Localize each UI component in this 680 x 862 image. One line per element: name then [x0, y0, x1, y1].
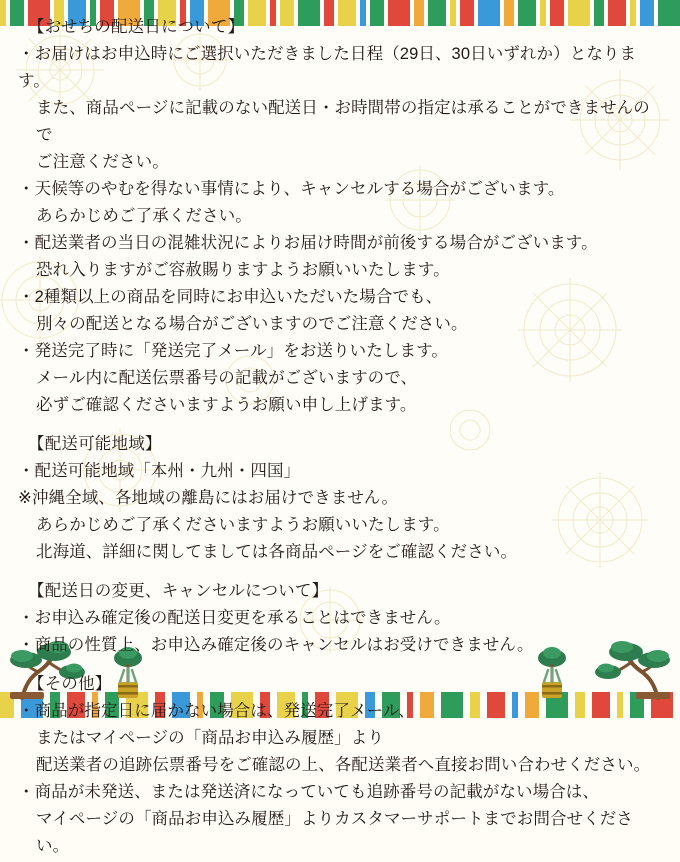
- notice-bullet-item: [18, 779, 662, 860]
- bullet-first-line: [18, 176, 662, 203]
- bullet-marker: ・: [18, 462, 35, 480]
- bullet-marker: ・: [18, 783, 35, 801]
- bullet-text: 商品が指定日に届かない場合は、発送完了メール、: [34, 702, 415, 720]
- bullet-first-line: [18, 338, 662, 365]
- bullet-marker: ・: [18, 609, 35, 627]
- bullet-wrap-line: あらかじめご了承くださいますようお願いいたします。: [36, 516, 450, 534]
- bullet-wrap-line: 北海道、詳細に関してましては各商品ページをご確認ください。: [36, 543, 518, 561]
- bullet-wrap-line: ご注意ください。: [36, 153, 169, 171]
- bullet-marker: ・: [18, 234, 35, 252]
- bullet-first-line: [18, 458, 662, 485]
- bullet-first-line: [18, 632, 662, 659]
- bullet-first-line: [18, 41, 662, 95]
- notice-section: [18, 431, 662, 566]
- bullet-first-line: [18, 605, 662, 632]
- bullet-marker: ※: [18, 489, 32, 507]
- notice-section: [18, 578, 662, 659]
- bullet-first-line: [18, 485, 662, 512]
- bullet-text: 配送業者の当日の混雑状況によりお届け時間が前後する場合がございます。: [34, 234, 598, 252]
- bullet-first-line: [18, 284, 662, 311]
- bullet-wrap-line: 恐れ入りますがご容赦賜りますようお願いいたします。: [36, 261, 450, 279]
- notice-section: [18, 14, 662, 419]
- bullet-first-line: [18, 230, 662, 257]
- bullet-marker: ・: [18, 342, 35, 360]
- notice-bullet-item: [18, 338, 662, 419]
- notice-bullet-item: [18, 605, 662, 632]
- bullet-marker: ・: [18, 636, 35, 654]
- notice-bullet-item: [18, 698, 662, 779]
- notice-bullet-item: [18, 284, 662, 338]
- bullet-wrap-line: 別々の配送となる場合がございますのでご注意ください。: [36, 315, 468, 333]
- section-heading: 【配送可能地域】: [28, 435, 162, 453]
- bullet-text: 天候等のやむを得ない事情により、キャンセルする場合がございます。: [34, 180, 565, 198]
- bullet-wrap-line: 必ずご確認くださいますようお願い申し上げます。: [36, 396, 417, 414]
- bullet-marker: ・: [18, 288, 35, 306]
- bullet-text: 商品が未発送、または発送済になっていても追跡番号の記載がない場合は、: [34, 783, 600, 801]
- bullet-first-line: [18, 698, 662, 725]
- bullet-text: 沖縄全域、各地域の離島にはお届けできません。: [31, 489, 399, 507]
- bullet-marker: ・: [18, 45, 35, 63]
- bullet-text: 商品の性質上、お申込み確定後のキャンセルはお受けできません。: [34, 636, 534, 654]
- bullet-text: 2種類以上の商品を同時にお申込いただいた場合でも、: [34, 288, 443, 306]
- bullet-text: お届けはお申込時にご選択いただきました日程（29日、30日いずれか）となります。: [18, 45, 637, 90]
- bullet-first-line: [18, 779, 662, 806]
- bullet-text: 配送可能地域「本州・九州・四国」: [34, 462, 301, 480]
- notice-bullet-item: [18, 230, 662, 284]
- bullet-wrap-line: メール内に配送伝票番号の記載がございますので、: [36, 369, 418, 387]
- bullet-wrap-line: マイページの「商品お申込み履歴」よりカスタマーサポートまでお問合せください。: [36, 810, 633, 855]
- section-heading: 【配送日の変更、キャンセルについて】: [28, 582, 329, 600]
- notice-bullet-item: [18, 458, 662, 485]
- notice-bullet-item: [18, 176, 662, 230]
- notice-bullet-item: [18, 632, 662, 659]
- bullet-text: お申込み確定後の配送日変更を承ることはできません。: [34, 609, 451, 627]
- notice-section: [18, 671, 662, 860]
- bullet-wrap-line: 配送業者の追跡伝票番号をご確認の上、各配送業者へ直接お問い合わせください。: [36, 756, 651, 774]
- bullet-wrap-line: あらかじめご了承ください。: [36, 207, 252, 225]
- bullet-marker: ・: [18, 180, 35, 198]
- notice-bullet-item: [18, 485, 662, 566]
- section-heading: 【その他】: [28, 675, 112, 693]
- bullet-text: 発送完了時に「発送完了メール」をお送りいたします。: [34, 342, 448, 360]
- bullet-wrap-line: またはマイページの「商品お申込み履歴」より: [36, 729, 384, 747]
- bullet-marker: ・: [18, 702, 35, 720]
- notice-bullet-item: [18, 41, 662, 176]
- section-heading: 【おせちの配送日について】: [28, 18, 245, 36]
- bullet-wrap-line: また、商品ページに記載のない配送日・お時間帯の指定は承ることができませんので: [36, 99, 650, 144]
